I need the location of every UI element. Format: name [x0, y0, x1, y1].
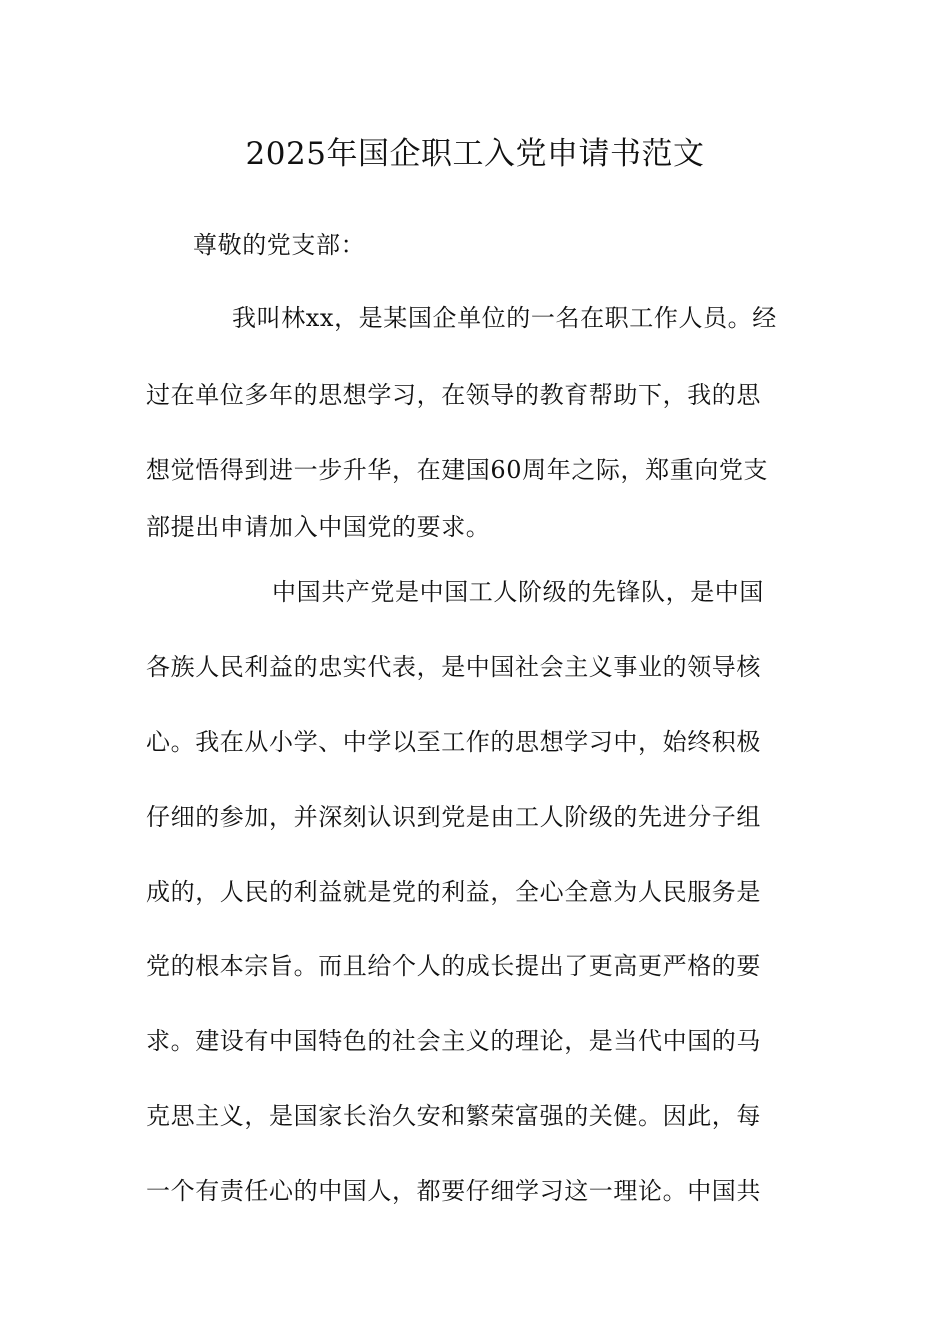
- paragraph-line: 党的根本宗旨。而且给个人的成长提出了更高更严格的要: [146, 952, 761, 980]
- paragraph-line: 仔细的参加，并深刻认识到党是由工人阶级的先进分子组: [146, 803, 761, 831]
- document-title: 2025年国企职工入党申请书范文: [245, 136, 705, 172]
- paragraph-line: 求。建设有中国特色的社会主义的理论，是当代中国的马: [146, 1027, 761, 1055]
- paragraph-line: 克思主义，是国家长治久安和繁荣富强的关健。因此，每: [146, 1102, 761, 1130]
- paragraph-line: 部提出申请加入中国党的要求。: [146, 513, 491, 541]
- salutation: 尊敬的党支部：: [193, 231, 366, 259]
- paragraph-line: 成的，人民的利益就是党的利益，全心全意为人民服务是: [146, 878, 761, 906]
- paragraph-line: 我叫林xx，是某国企单位的一名在职工作人员。经: [232, 304, 777, 332]
- paragraph-line: 一个有责任心的中国人，都要仔细学习这一理论。中国共: [146, 1177, 761, 1205]
- paragraph-line: 心。我在从小学、中学以至工作的思想学习中，始终积极: [146, 728, 761, 756]
- paragraph-line: 中国共产党是中国工人阶级的先锋队，是中国: [272, 578, 764, 606]
- paragraph-line: 想觉悟得到进一步升华，在建国60周年之际，郑重向党支: [146, 456, 769, 484]
- paragraph-line: 过在单位多年的思想学习，在领导的教育帮助下，我的思: [146, 381, 761, 409]
- paragraph-line: 各族人民利益的忠实代表，是中国社会主义事业的领导核: [146, 653, 761, 681]
